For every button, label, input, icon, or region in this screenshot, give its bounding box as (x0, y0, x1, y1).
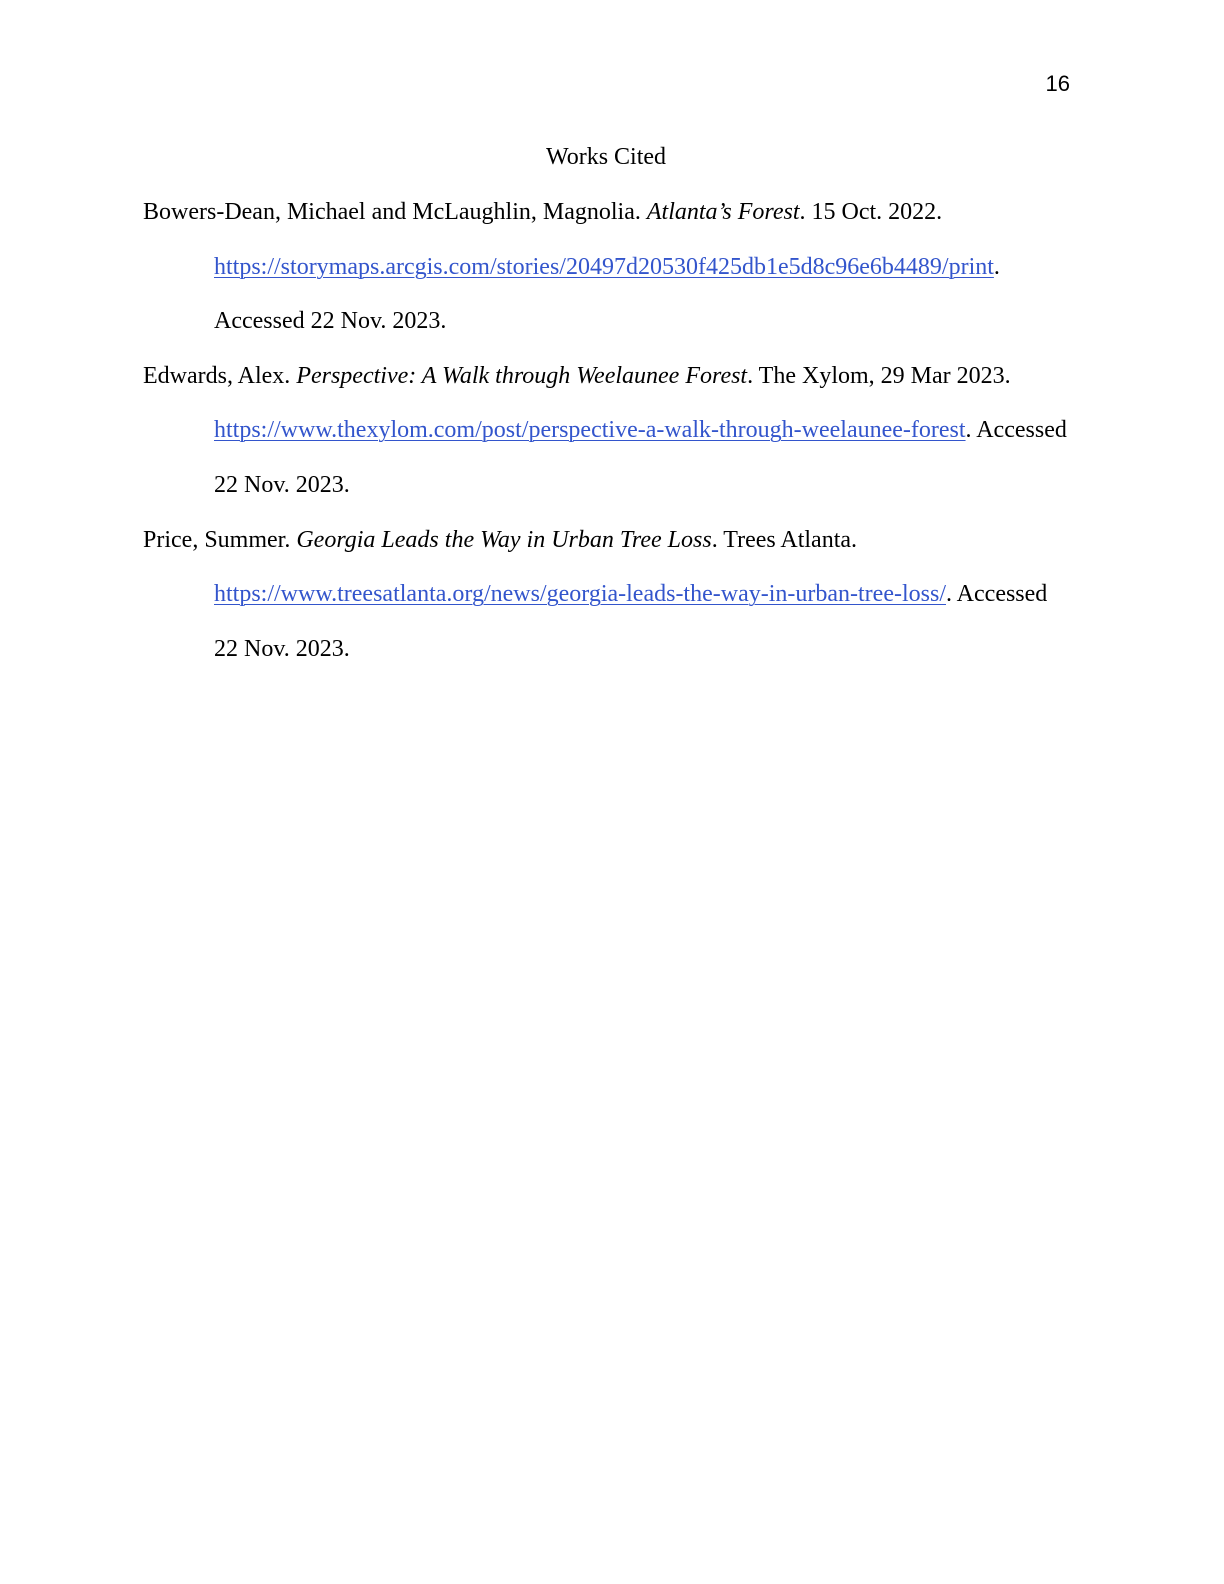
citation-url-link[interactable]: https://www.treesatlanta.org/news/georgia-leads-the-way-in-urban-tree-loss/ (214, 581, 946, 608)
citation-accessed: 22 Nov. 2023. (214, 635, 350, 662)
citation-line (214, 458, 1073, 513)
citation-author: Bowers-Dean, Michael and McLaughlin, Magnolia. (143, 199, 641, 225)
citation-entry (143, 349, 1073, 513)
citation-accessed: 22 Nov. 2023. (214, 471, 350, 498)
citation-line (214, 294, 1073, 349)
citation-line (214, 240, 1073, 295)
citation-after-url: . Accessed (965, 417, 1067, 444)
citation-line (214, 567, 1073, 622)
citation-details: . The Xylom, 29 Mar 2023. (747, 362, 1011, 389)
citation-details: . Trees Atlanta. (711, 526, 858, 553)
citation-line (214, 622, 1073, 677)
citation-line (143, 349, 1073, 404)
citation-line (143, 185, 1073, 240)
citation-author: Price, Summer. (143, 526, 291, 553)
citation-after-url: . Accessed (946, 581, 1048, 608)
citation-title: Perspective: A Walk through Weelaunee Forest (296, 362, 748, 389)
citation-title: Georgia Leads the Way in Urban Tree Loss (296, 526, 712, 553)
page-number: 16 (1045, 71, 1070, 96)
citation-after-url: . (993, 253, 1000, 280)
citation-url-link[interactable]: https://storymaps.arcgis.com/stories/20497d20530f425db1e5d8c96e6b4489/print (214, 253, 994, 280)
citation-line (143, 513, 1073, 568)
citation-author: Edwards, Alex. (143, 362, 291, 389)
works-cited-list (143, 185, 1073, 676)
works-cited-heading: Works Cited (545, 144, 667, 170)
citation-entry (143, 185, 1073, 349)
citation-line (214, 403, 1073, 458)
citation-url-link[interactable]: https://www.thexylom.com/post/perspective-a-walk-through-weelaunee-forest (214, 417, 966, 444)
citation-entry (143, 513, 1073, 677)
citation-title: Atlanta’s Forest (646, 199, 800, 225)
citation-accessed: Accessed 22 Nov. 2023. (214, 308, 447, 335)
citation-details: . 15 Oct. 2022. (799, 199, 943, 225)
